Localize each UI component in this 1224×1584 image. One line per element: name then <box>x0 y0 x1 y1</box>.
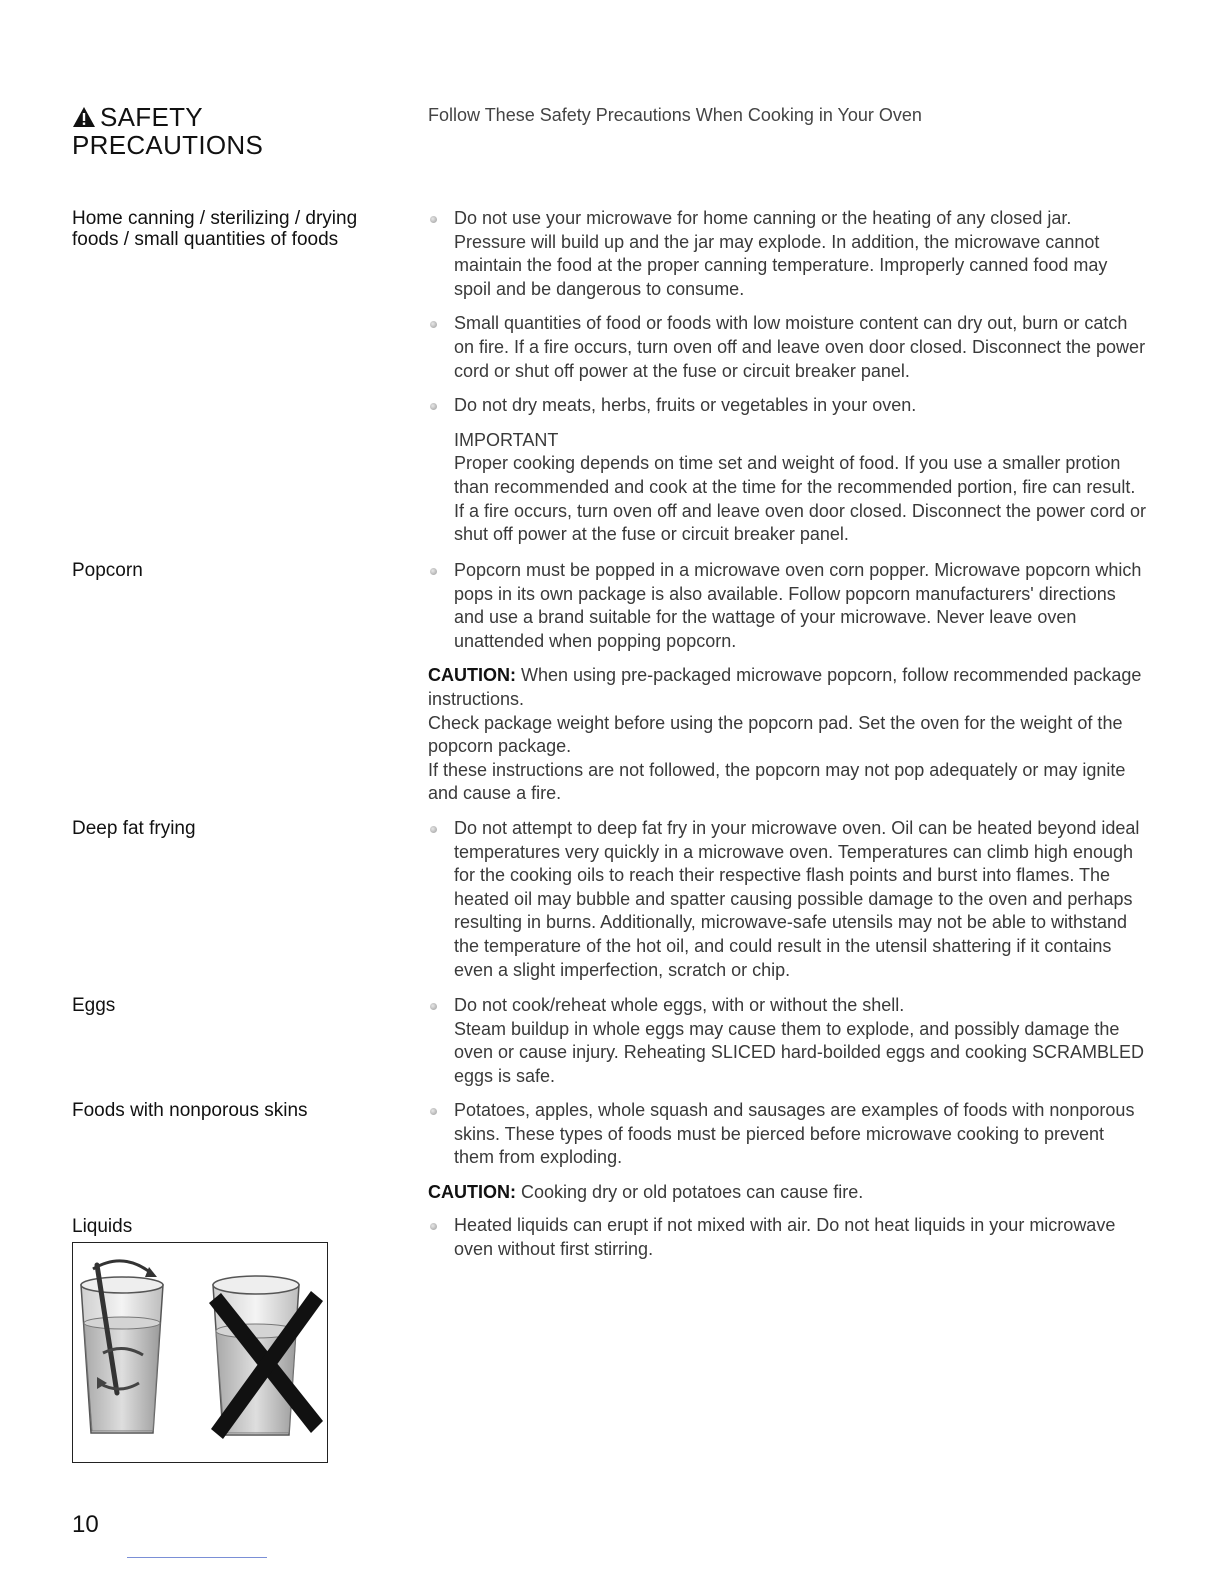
bullet-icon <box>430 826 437 833</box>
bullet-item <box>428 994 1148 1018</box>
bullet-icon <box>430 403 437 410</box>
caution-label: CAUTION: <box>428 1181 516 1202</box>
bullet-text: Heated liquids can erupt if not mixed with air. Do not heat liquids in your microwave oven without first stirring. <box>454 1215 1116 1259</box>
section-label-liquids: Liquids <box>72 1216 133 1237</box>
bullet-item <box>428 1214 1148 1261</box>
warning-triangle-icon <box>72 105 96 127</box>
bullet-icon <box>430 1108 437 1115</box>
caution-line: If these instructions are not followed, the popcorn may not pop adequately or may ignite and cause a fire. <box>428 759 1126 804</box>
bullet-item <box>428 559 1148 653</box>
bullet-text: Do not attempt to deep fat fry in your microwave oven. Oil can be heated beyond ideal temperatures very quickly in a microwave oven. Temperatures can climb high enough for the cooking oils to reach their respective flash points and burst into flames. The heated oil may bubble and spatter causing possible damage to the oven and perhaps resulting in burns. Additionally, microwave-safe utensils may not be able to withstand the temperature of the hot oil, and could result in the utensil shattering if it contains even a slight imperfection, scratch or chip. <box>454 818 1140 980</box>
bullet-icon <box>430 1003 437 1010</box>
section-label-eggs: Eggs <box>72 995 116 1016</box>
bullet-text: Do not use your microwave for home canning or the heating of any closed jar. Pressure will build up and the jar may explode. In addition, the microwave cannot maintain the food at the proper canning temperature. Improperly canned food may spoil and be dangerous to consume. <box>454 208 1108 299</box>
bullet-icon <box>430 568 437 575</box>
stirred-glass-icon <box>81 1261 163 1433</box>
bullet-icon <box>430 216 437 223</box>
caution-line: Check package weight before using the popcorn pad. Set the oven for the weight of the popcorn package. <box>428 712 1123 757</box>
caution-label: CAUTION: <box>428 665 516 686</box>
bullet-text: Popcorn must be popped in a microwave oven corn popper. Microwave popcorn which pops in its own package is also available. Follow popcorn manufacturers' directions and use a brand suitable for the wattage of your microwave. Never leave oven unattended when popping popcorn. <box>454 560 1142 651</box>
caution-block <box>428 664 1148 711</box>
section-content-nonporous-skins <box>428 1099 1148 1204</box>
section-label-nonporous-skins: Foods with nonporous skins <box>72 1100 308 1121</box>
page-number: 10 <box>72 1511 99 1538</box>
section-label-canning: Home canning / sterilizing / drying foods / small quantities of foods <box>72 208 358 250</box>
important-text: Proper cooking depends on time set and weight of food. If you use a smaller protion than recommended and cook at the time for the recommended portion, fire can result. If a fire occurs, turn oven off and leave oven door closed. Disconnect the power cord or shut off power at the fuse or circuit breaker panel. <box>454 453 1147 545</box>
bullet-text: Do not dry meats, herbs, fruits or vegetables in your oven. <box>454 395 917 416</box>
section-content-popcorn <box>428 559 1148 806</box>
bullet-text: Do not cook/reheat whole eggs, with or without the shell. <box>454 995 905 1015</box>
bullet-item <box>428 1099 1148 1170</box>
bullet-icon <box>430 1223 437 1230</box>
bullet-item <box>428 312 1148 383</box>
section-content-eggs <box>428 994 1148 1088</box>
bullet-continuation: Steam buildup in whole eggs may cause them to explode, and possibly damage the oven or cause injury. Reheating SLICED hard-boilded eggs and cooking SCRAMBLED eggs is safe. <box>454 1018 1145 1086</box>
bullet-text: Potatoes, apples, whole squash and sausages are examples of foods with nonporous skins. These types of foods must be pierced before microwave cooking to prevent them from exploding. <box>454 1100 1135 1168</box>
caution-text: Cooking dry or old potatoes can cause fire. <box>521 1181 864 1202</box>
caution-text: When using pre-packaged microwave popcorn, follow recommended package instructions. <box>428 665 1142 709</box>
title-line-1: SAFETY <box>100 102 203 132</box>
bullet-icon <box>430 321 437 328</box>
page-title <box>72 103 263 159</box>
bullet-text: Small quantities of food or foods with low moisture content can dry out, burn or catch on fire. If a fire occurs, turn oven off and leave oven door closed. Disconnect the power cord or shut off power at the fuse or circuit breaker panel. <box>454 313 1146 381</box>
section-content-canning <box>428 207 1148 547</box>
page-subtitle: Follow These Safety Precautions When Cooking in Your Oven <box>428 105 922 125</box>
title-line-2: PRECAUTIONS <box>72 130 264 160</box>
bullet-item <box>428 394 1148 418</box>
section-label-deep-fat-frying: Deep fat frying <box>72 818 196 839</box>
section-label-popcorn: Popcorn <box>72 560 143 581</box>
caution-block <box>428 1181 1148 1205</box>
important-heading: IMPORTANT <box>454 429 559 450</box>
bullet-item <box>428 817 1148 982</box>
section-content-liquids <box>428 1214 1148 1261</box>
section-content-deep-fat-frying <box>428 817 1148 982</box>
liquids-illustration <box>72 1242 328 1463</box>
footer-divider <box>127 1557 267 1558</box>
bullet-item <box>428 207 1148 301</box>
